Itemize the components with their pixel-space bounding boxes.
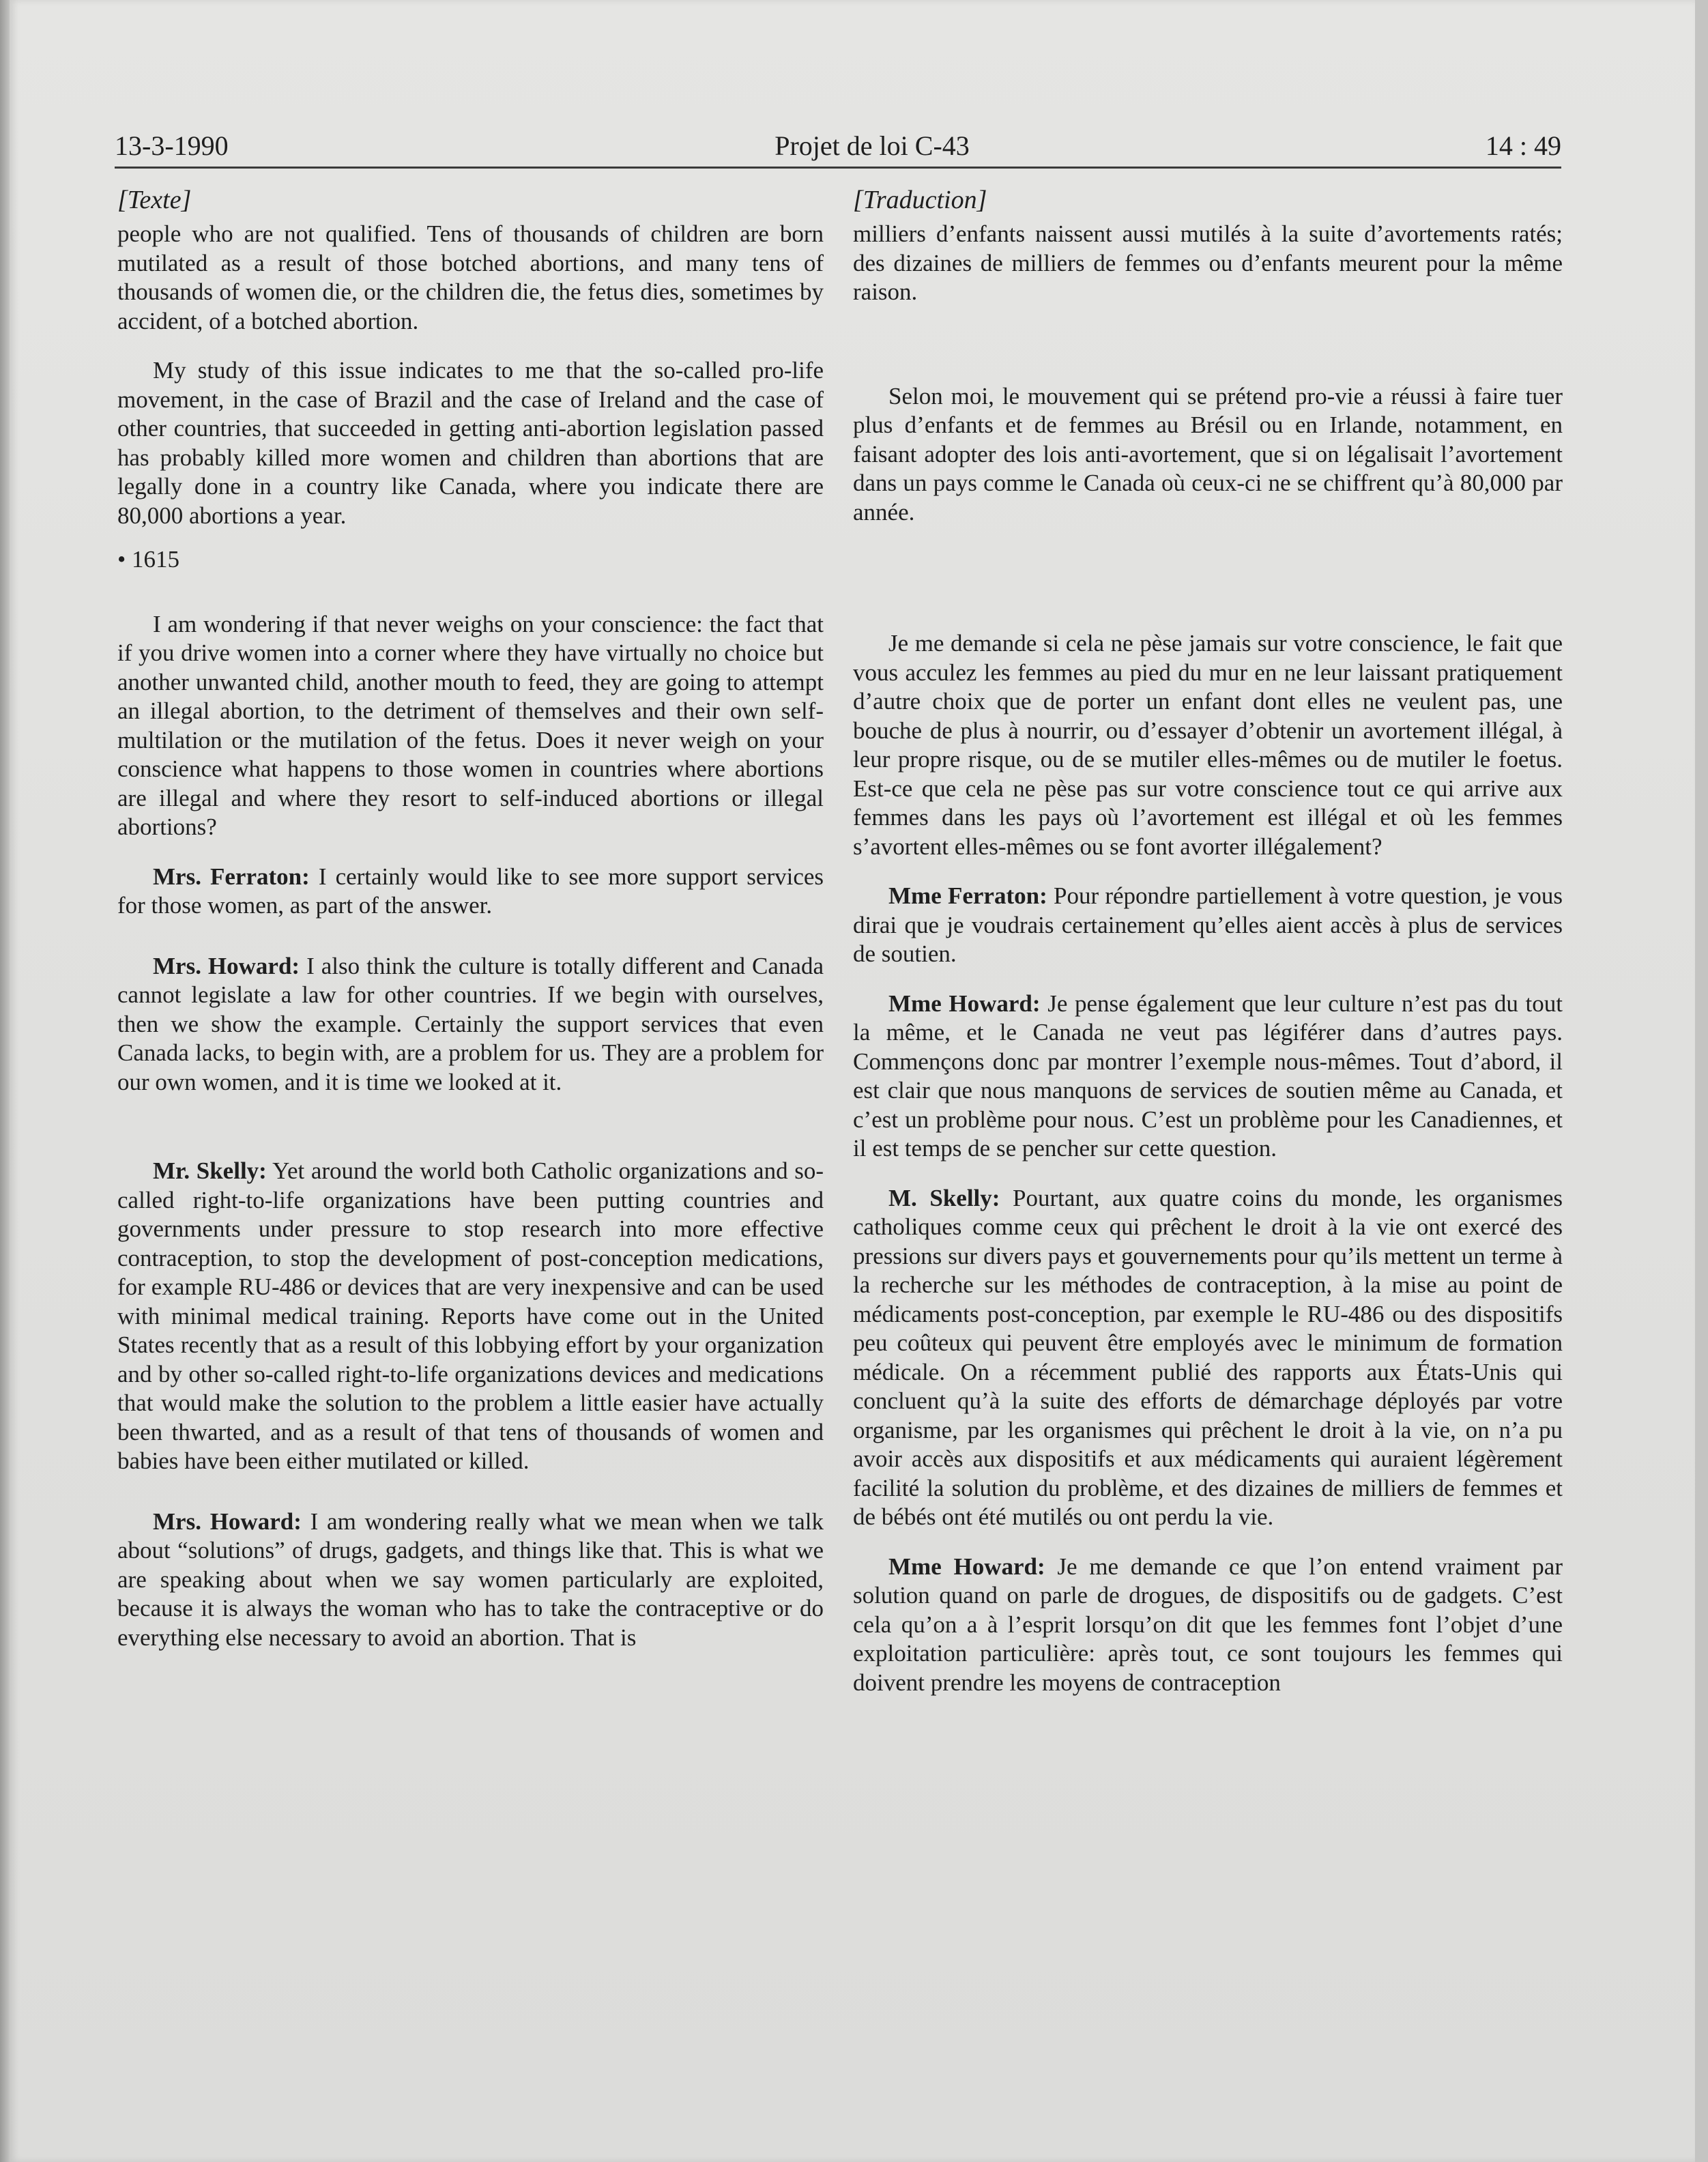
time-marker: • 1615 bbox=[117, 546, 180, 573]
speech-howard bbox=[117, 952, 824, 1097]
speech-text: Pourtant, aux quatre coins du monde, les organismes catholiques comme ceux qui prêchent le droit à la vie ont exercé des pressions sur divers pays et gouvernements pour qu’ils mettent un terme à la recherche sur les méthodes de contraception, à la mise au point de médicaments post-conception, par exemple le RU-486 ou des dispositifs peu coûteux qui peuvent être employés avec le minimum de formation médicale. On a récemment publié des rapports aux États-Unis qui concluent qu’à la suite des efforts de démarchage déployés par votre organisme, par les organismes qui prêchent le droit à la vie, on n’a pu avoir accès aux dispositifs et aux médicaments qui auraient légèrement facilité la solution du problème, et des dizaines de milliers de femmes et de bébés ont été mutilés ou ont perdu la vie. bbox=[853, 1184, 1563, 1530]
speech-text: Je me demande ce que l’on entend vraiment par solution quand on parle de drogues, de dispositifs ou de gadgets. C’est cela qu’on a à l’esprit lorsqu’on dit que les femmes font l’objet d’une exploitation particulière: après tout, ce sont toujours les femmes qui doivent prendre les moyens de contraception bbox=[853, 1553, 1563, 1696]
speech-text: I am wondering really what we mean when we talk about “solutions” of drugs, gadgets, and things like that. This is what we are speaking about when we say women particularly are exploited, because it is always the woman who has to take the contraceptive or do everything else necessary to avoid an abortion. That is bbox=[117, 1508, 824, 1651]
french-column bbox=[853, 183, 1563, 1697]
speaker-name: Mme Howard: bbox=[888, 990, 1041, 1017]
speech-ferraton bbox=[853, 882, 1563, 969]
speech-skelly bbox=[117, 1157, 824, 1476]
speech-howard bbox=[853, 990, 1563, 1164]
page-header bbox=[115, 121, 1561, 165]
header-title: Projet de loi C-43 bbox=[775, 130, 970, 161]
speaker-name: Mme Ferraton: bbox=[888, 882, 1047, 909]
speaker-name: Mme Howard: bbox=[888, 1553, 1045, 1580]
speech-skelly bbox=[853, 1184, 1563, 1532]
paragraph: Selon moi, le mouvement qui se prétend pro-vie a réussi à faire tuer plus d’enfants et de femmes au Brésil ou en Irlande, notamment, en faisant adopter des lois anti-avortement, que si on légalisait l’avortement dans un pays comme le Canada où ceux-ci ne se chiffrent qu’à 80,000 par année. bbox=[853, 382, 1563, 525]
speech-howard-2 bbox=[117, 1508, 824, 1653]
paragraph: Je me demande si cela ne pèse jamais sur votre conscience, le fait que vous acculez les femmes au pied du mur en ne leur laissant pratiquement d’autre choix que de porter un enfant dont elles ne veulent pas, une bouche de plus à nourrir, ou d’essayer d’obtenir un avortement illégal, à leur propre risque, ou de se mutiler elles-mêmes ou de mutiler le foetus. Est-ce que cela ne pèse pas sur votre conscience tout ce qui arrive aux femmes dans les pays où l’avortement est illégal et où les femmes s’avortent elles-mêmes ou se font avorter illégalement? bbox=[853, 630, 1563, 860]
speaker-name: M. Skelly: bbox=[888, 1184, 1000, 1211]
translation-tag: [Traduction] bbox=[853, 186, 987, 214]
header-date: 13-3-1990 bbox=[115, 130, 229, 161]
speech-howard-2 bbox=[853, 1553, 1563, 1698]
english-column bbox=[117, 183, 824, 1652]
speech-text: Pour répondre partiellement à votre question, je vous dirai que je voudrais certainement qu’elles aient accès à plus de services de soutien. bbox=[853, 882, 1563, 967]
paragraph: milliers d’enfants naissent aussi mutilés à la suite d’avortements ratés; des dizaines de milliers de femmes ou d’enfants meurent pour la même raison. bbox=[853, 220, 1563, 305]
original-text-tag: [Texte] bbox=[117, 186, 192, 214]
speech-text: I certainly would like to see more support services for those women, as part of the answer. bbox=[117, 863, 824, 919]
paragraph: My study of this issue indicates to me that the so-called pro-life movement, in the case of Brazil and the case of Ireland and the case of other countries, that succeeded in getting anti-abortion legislation passed has probably killed more women and children than abortions that are legally done in a country like Canada, where you indicate there are 80,000 abortions a year. bbox=[117, 357, 824, 529]
paragraph: I am wondering if that never weighs on your conscience: the fact that if you drive women into a corner where they have virtually no choice but another unwanted child, another mouth to feed, they are going to attempt an illegal abortion, to the detriment of themselves and their own self-multilation or the mutilation of the fetus. Does it never weigh on your conscience what happens to those women in countries where abortions are illegal and where they resort to self-induced abortions or illegal abortions? bbox=[117, 610, 824, 840]
header-page-number: 14 : 49 bbox=[1485, 130, 1561, 161]
speaker-name: Mrs. Howard: bbox=[153, 1508, 302, 1535]
speaker-name: Mrs. Howard: bbox=[153, 952, 300, 979]
paragraph: people who are not qualified. Tens of thousands of children are born mutilated as a result of those botched abortions, and many tens of thousands of women die, or the children die, the fetus dies, sometimes by accident, of a botched abortion. bbox=[117, 220, 824, 334]
speech-ferraton bbox=[117, 863, 824, 921]
speech-text: I also think the culture is totally different and Canada cannot legislate a law for other countries. If we begin with ourselves, then we show the example. Certainly the support services that even Canada lacks, to begin with, are a problem for us. They are a problem for our own women, and it is time we looked at it. bbox=[117, 952, 824, 1095]
speech-text: Je pense également que leur culture n’est pas du tout la même, et le Canada ne veut pas légiférer dans d’autres pays. Commençons donc par montrer l’exemple nous-mêmes. Tout d’abord, il est clair que nous manquons de services de soutien même au Canada, et c’est un problème pour nous. C’est un problème pour les Canadiennes, et il est temps de se pencher sur cette question. bbox=[853, 990, 1563, 1162]
header-rule bbox=[115, 167, 1561, 169]
speaker-name: Mrs. Ferraton: bbox=[153, 863, 310, 890]
speech-text: Yet around the world both Catholic organizations and so-called right-to-life organizations have been putting countries and governments under pressure to stop research into more effective contraception, to stop the development of post-conception medications, for example RU-486 or devices that are very inexpensive and can be used with minimal medical training. Reports have come out in the United States recently that as a result of this lobbying effort by your organization and by other so-called right-to-life organizations devices and medications that would make the solution to the problem a little easier have actually been thwarted, and as a result of that tens of thousands of women and babies have been either mutilated or killed. bbox=[117, 1157, 824, 1474]
speaker-name: Mr. Skelly: bbox=[153, 1157, 267, 1184]
